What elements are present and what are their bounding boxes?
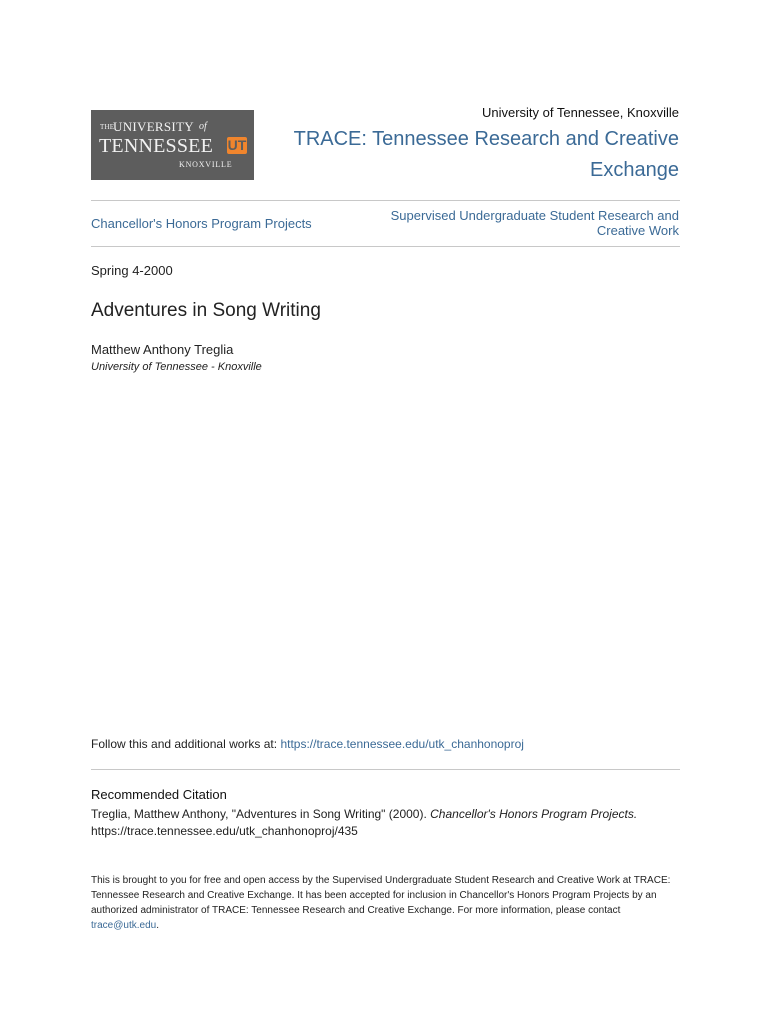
document-title: Adventures in Song Writing — [91, 300, 321, 321]
logo-the-text: THE — [100, 123, 115, 131]
header-divider — [91, 200, 680, 201]
citation-body — [91, 806, 691, 840]
contact-email-link[interactable]: trace@utk.edu — [91, 920, 157, 931]
logo-knoxville-text: KNOXVILLE — [179, 160, 233, 169]
author-name: Matthew Anthony Treglia — [91, 342, 234, 357]
collection-url-link[interactable]: https://trace.tennessee.edu/utk_chanhonoproj — [280, 737, 524, 751]
logo-of-text: of — [199, 121, 207, 132]
citation-heading: Recommended Citation — [91, 787, 227, 802]
logo-ut-mark: UT — [227, 137, 247, 153]
citation-url: https://trace.tennessee.edu/utk_chanhonoproj/435 — [91, 824, 358, 838]
collection-link-research[interactable]: Supervised Undergraduate Student Research and Creative Work — [390, 208, 679, 238]
logo-university-text: UNIVERSITY — [113, 119, 194, 134]
repository-link[interactable]: TRACE: Tennessee Research and Creative Exchange — [293, 128, 679, 181]
collection-link-honors[interactable]: Chancellor's Honors Program Projects — [91, 216, 312, 231]
notice-suffix: . — [156, 920, 159, 931]
access-notice — [91, 873, 671, 933]
logo-tennessee-text: TENNESSEE — [99, 135, 214, 157]
citation-text: Treglia, Matthew Anthony, "Adventures in Song Writing" (2000). — [91, 807, 431, 821]
publication-date: Spring 4-2000 — [91, 263, 173, 278]
university-logo — [91, 110, 254, 180]
author-affiliation: University of Tennessee - Knoxville — [91, 361, 262, 373]
follow-prefix: Follow this and additional works at: — [91, 737, 281, 751]
institution-name: University of Tennessee, Knoxville — [481, 105, 679, 120]
citation-series: Chancellor's Honors Program Projects. — [430, 807, 638, 821]
follow-line — [91, 737, 524, 751]
collections-divider — [91, 246, 680, 247]
citation-divider — [91, 769, 680, 770]
notice-text: This is brought to you for free and open access by the Supervised Undergraduate Student Research and Creative Work at TRACE: Tennessee Research and Creative Exchange. It has been accepted for inclusion in Chancellor's Honors Program Projects by an authorized administrator of TRACE: Tennessee Research and Creative Exchange. For more information, please contact — [91, 875, 671, 916]
